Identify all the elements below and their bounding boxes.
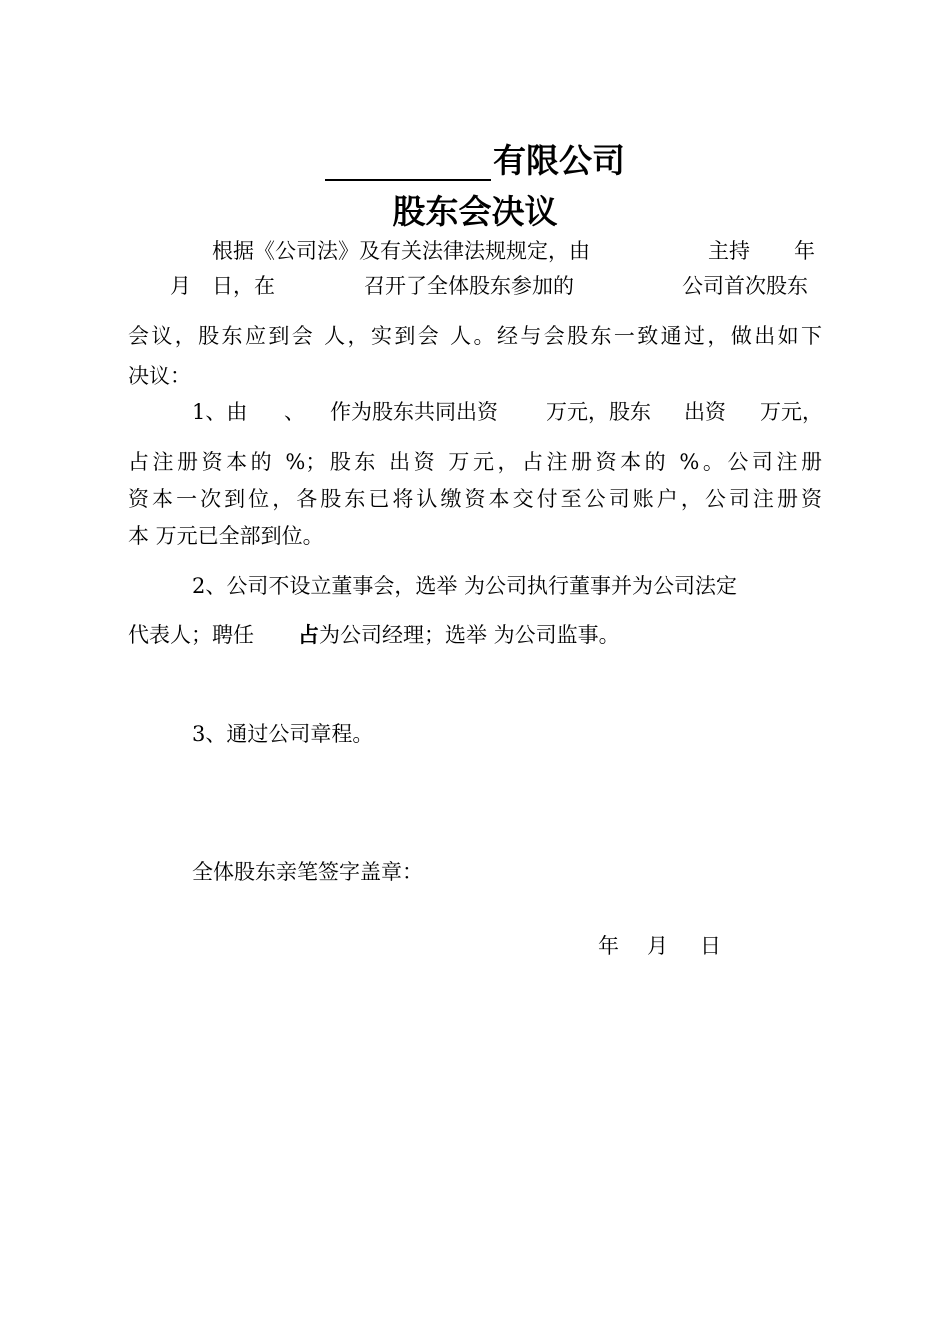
intro-text-company-first: 公司首次股东 xyxy=(682,274,808,298)
intro-text-year: 年 xyxy=(794,239,815,263)
item2-text-char: 占 xyxy=(298,623,319,647)
item1-text-wan: 万元， xyxy=(760,400,823,424)
intro-text-resolution: 决议： xyxy=(128,364,191,388)
item1-text-paid: 资本一次到位，各股东已将认缴资本交付至公司账户，公司注册资 xyxy=(128,487,822,511)
item2-text-representative: 代表人；聘任 xyxy=(128,623,254,647)
item1-text-ratio: 占注册资本的 %；股东 出资 万元，占注册资本的 %。公司注册 xyxy=(128,450,822,474)
item1-text-capital: 本 万元已全部到位。 xyxy=(128,524,324,548)
item2-text-director: 2、公司不设立董事会，选举 为公司执行董事并为公司法定 xyxy=(192,574,738,598)
intro-text-month: 月 xyxy=(170,274,191,298)
item1-text-wan-shareholder: 万元，股东 xyxy=(546,400,651,424)
intro-text-convened: 召开了全体股东参加的 xyxy=(364,274,574,298)
intro-text-1: 根据《公司法》及有关法律法规规定，由 xyxy=(212,239,590,263)
intro-text-attendance: 会议，股东应到会 人，实到会 人。经与会股东一致通过，做出如下 xyxy=(128,324,822,348)
document-title-company xyxy=(0,141,950,181)
signature-label: 全体股东亲笔签字盖章： xyxy=(192,860,423,884)
date-day: 日 xyxy=(700,934,721,958)
item2-text-manager: 为公司经理；选举 为公司监事。 xyxy=(319,623,620,647)
intro-text-day-place: 日，在 xyxy=(212,274,275,298)
date-month: 月 xyxy=(647,934,668,958)
company-name-blank xyxy=(325,145,491,181)
title-company-text: 有限公司 xyxy=(493,141,625,180)
item3-text: 3、通过公司章程。 xyxy=(192,722,374,746)
document-title-resolution: 股东会决议 xyxy=(392,192,558,231)
item1-text-contribute: 出资 xyxy=(684,400,726,424)
item1-text-joint: 作为股东共同出资 xyxy=(330,400,498,424)
item1-text-by: 1、由 xyxy=(192,400,248,424)
intro-text-host: 主持 xyxy=(708,239,750,263)
date-year: 年 xyxy=(598,934,619,958)
item1-text-comma: 、 xyxy=(284,400,305,424)
